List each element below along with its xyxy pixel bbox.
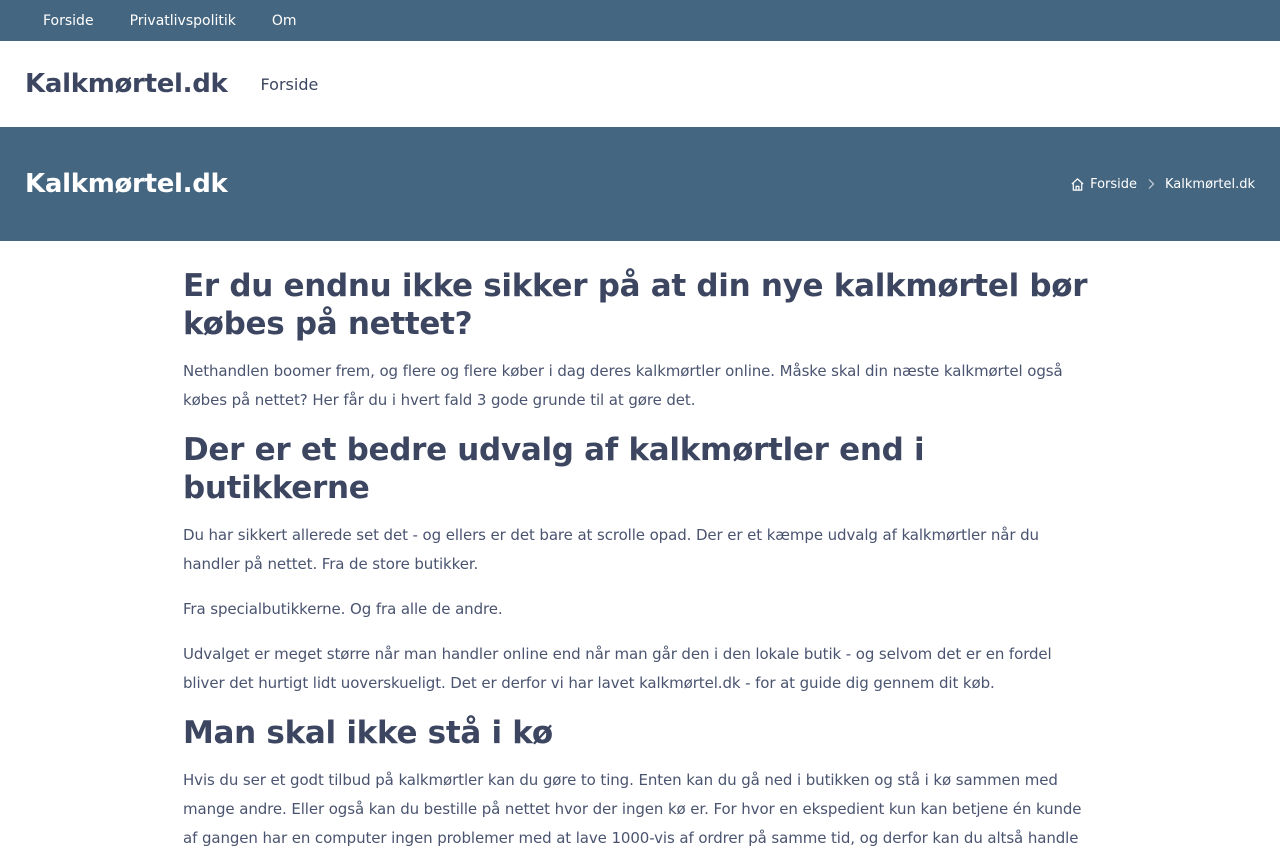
breadcrumb-current: Kalkmørtel.dk <box>1165 176 1255 192</box>
article-paragraph: Fra specialbutikkerne. Og fra alle de andre. <box>183 600 503 618</box>
section-heading-udvalg: Der er et bedre udvalg af kalkmørtler end i butikkerne <box>183 432 925 506</box>
page-hero <box>0 127 1280 241</box>
article-heading: Er du endnu ikke sikker på at din nye kalkmørtel bør købes på nettet? <box>183 268 1088 342</box>
breadcrumb-home-link[interactable]: Forside <box>1090 176 1138 192</box>
article-paragraph: Du har sikkert allerede set det - og ellers er det bare at scrolle opad. Der er et kæmpe udvalg af kalkmørtler når du handler på nettet. Fra de store butikker. <box>183 526 1039 573</box>
article-paragraph: Udvalget er meget større når man handler online end når man går den i den lokale butik - og selvom det er en fordel bliver det hurtigt lidt uoverskueligt. Det er derfor vi har lavet kalkmørtel.dk - for at guide dig gennem dit køb. <box>183 645 1052 692</box>
article-paragraph: Hvis du ser et godt tilbud på kalkmørtler kan du gøre to ting. Enten kan du gå ned i butikken og stå i kø sammen med mange andre. Eller også kan du bestille på nettet hvor der ingen kø er. For hvor en ekspedient kun kan betjene én kunde af gangen har en computer ingen problemer med at lave 1000-vis af ordrer på samme tid, og derfor kan du altså handle <box>183 771 1082 847</box>
topbar-link-forside[interactable]: Forside <box>43 12 94 29</box>
topbar-link-om[interactable]: Om <box>271 12 297 29</box>
main-header <box>0 41 1280 127</box>
article-content <box>183 241 1097 853</box>
topbar-link-privatlivspolitik[interactable]: Privatlivspolitik <box>129 12 236 29</box>
page-title: Kalkmørtel.dk <box>25 169 228 199</box>
site-title[interactable]: Kalkmørtel.dk <box>25 69 228 99</box>
section-heading-koe: Man skal ikke stå i kø <box>183 715 553 751</box>
article-paragraph: Nethandlen boomer frem, og flere og flere køber i dag deres kalkmørtler online. Måske skal din næste kalkmørtel også købes på nettet? Her får du i hvert fald 3 gode grunde til at gøre det. <box>183 362 1063 409</box>
chevron-right-icon <box>1146 178 1156 190</box>
home-icon[interactable] <box>1070 177 1085 192</box>
breadcrumb <box>1070 177 1255 192</box>
top-bar <box>0 0 1280 41</box>
nav-link-forside[interactable]: Forside <box>260 74 319 94</box>
